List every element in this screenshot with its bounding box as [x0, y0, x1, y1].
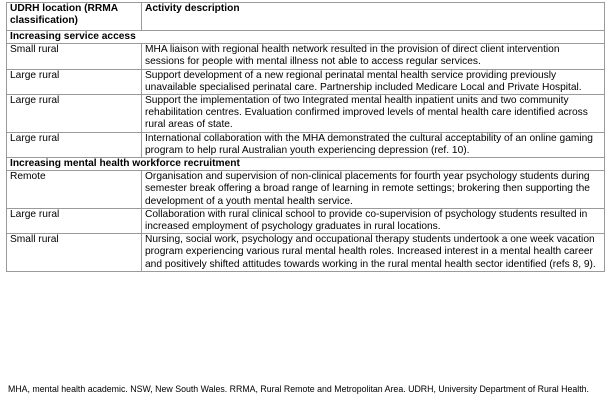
header-location: UDRH location (RRMA classification): [7, 3, 142, 31]
row-location: Large rural: [7, 132, 142, 157]
row-activity: Collaboration with rural clinical school to provide co-supervision of psychology students resulted in increased employment of psychology graduates in rural locations.: [142, 208, 605, 233]
table-row: [7, 95, 605, 133]
table-row: [7, 208, 605, 233]
table-header-row: [7, 3, 605, 31]
row-location: Large rural: [7, 69, 142, 94]
table-row: [7, 44, 605, 69]
row-activity: Nursing, social work, psychology and occupational therapy students undertook a one week vacation program experiencing various rural mental health roles. Increased interest in a mental health career and positively shifted attitudes towards working in the rural mental health sector identified (refs 8, 9).: [142, 234, 605, 272]
section-title: Increasing service access: [7, 31, 605, 44]
row-activity: MHA liaison with regional health network resulted in the provision of direct client intervention sessions for people with mental illness not able to access regular services.: [142, 44, 605, 69]
row-activity: Support development of a new regional perinatal mental health service providing previously unavailable specialised perinatal care. Partnership included Medicare Local and Private Hospital.: [142, 69, 605, 94]
activity-table: [6, 2, 605, 272]
row-activity: Support the implementation of two Integrated mental health inpatient units and two community rehabilitation centres. Evaluation confirmed improved levels of mental health care identified across rural areas of state.: [142, 95, 605, 133]
table-row: [7, 132, 605, 157]
row-activity: Organisation and supervision of non-clinical placements for fourth year psychology students during semester break offering a broad range of learning in remote settings; brokering then supporting the development of a youth mental health service.: [142, 171, 605, 209]
row-location: Small rural: [7, 234, 142, 272]
header-activity: Activity description: [142, 3, 605, 31]
section-row: [7, 158, 605, 171]
section-title: Increasing mental health workforce recruitment: [7, 158, 605, 171]
table-row: [7, 171, 605, 209]
table-footnote: MHA, mental health academic. NSW, New South Wales. RRMA, Rural Remote and Metropolitan Area. UDRH, University Department of Rural Health.: [8, 384, 589, 394]
row-location: Large rural: [7, 208, 142, 233]
section-row: [7, 31, 605, 44]
row-activity: International collaboration with the MHA demonstrated the cultural acceptability of an online gaming program to help rural Australian youth experiencing depression (ref. 10).: [142, 132, 605, 157]
table-row: [7, 234, 605, 272]
row-location: Small rural: [7, 44, 142, 69]
row-location: Large rural: [7, 95, 142, 133]
row-location: Remote: [7, 171, 142, 209]
table-row: [7, 69, 605, 94]
